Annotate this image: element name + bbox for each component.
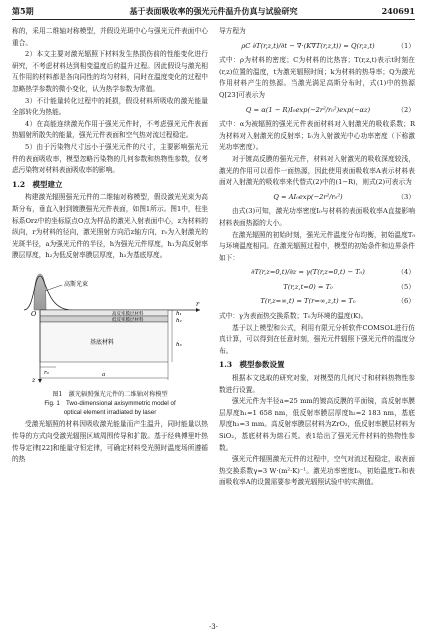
equation-body: Q = AI₀exp(−2r²/r₀²) [273, 192, 343, 201]
paragraph: 5）由于污染物尺寸远小于强光元件的尺寸，主要影响强光元件的表面吸收率，模型忽略污染物的几何参数和热物性参数，仅考虑污染物对材料表面吸收率的影响。 [12, 142, 208, 175]
equation-number: （2） [397, 105, 415, 114]
paragraph: 根据本文选取的研究对象，对模型的几何尺寸和材料热物性参数进行设置。 [219, 374, 415, 394]
paragraph: 式中：α为被辐照的强光元件表面材料对入射激光的吸收系数；R为材料对入射激光的反射率；I₀为入射激光中心功率密度（下称激光功率密度）。 [219, 120, 415, 152]
equation-5 [219, 282, 415, 294]
equation-body: T(r,z,t=0) = T₀ [283, 282, 333, 291]
paragraph: 称的，采用二维轴对称模型，并假设光斑中心与强光元件表面中心重合。 [12, 27, 208, 47]
equation-3 [219, 192, 415, 204]
equation-number: （1） [397, 41, 415, 50]
r-axis-label: r [196, 299, 200, 308]
paragraph: 在激光辐照的初始时刻，强光元件温度分布均衡，初始温度T₀与环境温度相同。在激光辐照过程中，模型的初始条件和边界条件如下： [219, 230, 415, 262]
paragraph: 4）在高能连续激光作用于强光元件时，不考虑强光元件表面热辐射所散失的能量，强光元件表面和空气热对流过程稳定。 [12, 119, 208, 140]
h1-label: h₁ [176, 310, 182, 317]
left-column [12, 26, 208, 466]
caption-en-line2: optical element irradiated by laser [63, 409, 157, 417]
paragraph: 构建激光辐照强光元件的二维轴对称模型，假设激光光束为高斯分布，垂直入射到镀膜强光元件表面，如图1所示。图1中，柱坐标系Orz中的坐标原点O点为样品的激光入射表面中心，z为材料的纵向，r为材料的径向，激光照射方向沿z轴方向，r₀为入射激光的光斑半径，a为强光元件的半径，h为强光元件厚度，h₁为高反射率膜层厚度，h₂为低反射率膜层厚度，h₃为基底厚度。 [12, 193, 208, 260]
equation-number: （5） [397, 282, 415, 291]
equation-1 [219, 41, 415, 53]
article-id: 240691 [381, 6, 415, 16]
page-number: ·3· [209, 623, 218, 631]
paragraph: 受激光辐照的材料因吸收激光能量而产生温升，同时能量以热传导的方式向受激光辐照区域周围传导和扩散。基于经典傅里叶热传导定律[22]和能量守恒定律，可确定材料受光照时温度场所遵循的热 [12, 420, 208, 464]
running-header [12, 6, 415, 20]
right-column [219, 26, 415, 489]
low-reflect-layer [40, 316, 168, 322]
substrate-label: 基底材料 [90, 338, 115, 346]
equation-6 [219, 296, 415, 308]
figure-caption [12, 390, 208, 417]
paragraph: 对于镀高反膜的强光元件，材料对入射激光的吸收深度较浅，激光的作用可以看作一面热源，因此使用表面吸收率A表示材料表面对入射激光的吸收率来代替式(2)中的(1−R)，则式(2)可表示为 [219, 154, 415, 187]
high-layer-label: 高反率膜层材料 [112, 311, 144, 317]
equation-number: （3） [397, 192, 415, 201]
low-layer-label: 低反率膜层材料 [112, 317, 144, 323]
issue-number: 第5期 [12, 6, 34, 16]
paragraph: 3）不计能量转化过程中的耗损，假设材料所吸收的激光能量全部转化为热能。 [12, 96, 208, 117]
equation-number: （4） [397, 268, 415, 277]
equation-body: ρC ∂T(r,z,t)/∂t − ∇·(K∇T(r,z,t)) = Q(r,z,t) [241, 41, 375, 50]
paragraph: 2）本文主要对激光辐照下材料发生热损伤前的性能变化进行研究，不考虑材料达到相变温度后的温升过程。因此假设与激光相互作用的材料都是各向同性的均匀材料，同时在温度变化的过程中忽略热学参数的微小变化，认为热学参数为常值。 [12, 50, 208, 93]
equation-number: （6） [397, 297, 415, 306]
h3-label: h₃ [176, 341, 182, 348]
paragraph: 导方程为 [219, 27, 246, 35]
running-title: 基于表面吸收率的强光元件温升仿真与试验研究 [129, 6, 298, 16]
r0-label: r₀ [44, 369, 49, 376]
origin-label: O [31, 309, 37, 318]
equation-2 [219, 105, 415, 117]
paragraph: 强光元件辐照激光元件的过程中，空气对流过程稳定，取表面热交换系数γ=3 W·(m²·K)⁻¹。激光功率密度I₀，初始温度T₀和表面吸收率A的设置需要参考激光辐照试验中的实测值。 [219, 455, 415, 487]
paragraph: 式中：γ为表面热交换系数；T₀为环境的温度(K)。 [219, 312, 368, 321]
h2-label: h₂ [176, 317, 182, 324]
figure-1 [12, 266, 208, 418]
equation-body: ∂T(r,z=0,t)/∂z = γ(T(r,z=0,t) − T₀) [251, 268, 365, 277]
paragraph: 基于以上模型和公式，利用有限元分析软件COMSOL进行仿真计算，可以得到在任意时刻，强光元件辐照下强光元件的温度分布。 [219, 323, 415, 355]
paragraph: 由式(3)可知，激光功率密度I₀与材料的表面吸收率A直接影响材料表面热源的大小。 [219, 207, 415, 227]
header-rule [12, 19, 415, 20]
equation-body: Q = α(1 − R)I₀exp(−2r²/r₀²)exp(−αz) [245, 105, 371, 114]
section-heading: 1.2 模型建立 [12, 179, 63, 189]
paragraph: 强光元件为半径a=25 mm的镀高反膜的平面镜，高反射率膜层厚度h₁=1 658 nm，低反射率膜层厚度h₂=2 183 nm，基底厚度h₃=3 mm。高反射率膜层材料为ZrO₂，低反射率膜层材料为SiO₂，基底材料为熔石英。表1给出了强光元件材料的热物性参数。 [219, 397, 415, 452]
z-axis-label: z [32, 375, 36, 384]
a-label: a [102, 371, 106, 378]
caption-en-line1: Fig. 1 Two-dimensional axisymmetric model of [44, 400, 176, 408]
caption-cn: 图1 激光辐照强光元件的二维轴对称模型 [52, 391, 168, 399]
high-reflect-layer [40, 310, 168, 316]
section-heading: 1.3 模型参数设置 [219, 360, 285, 370]
equation-4 [219, 267, 415, 279]
beam-label: 高斯光束 [64, 280, 89, 288]
equation-body: T(r,z=∞,t) = T(r=∞,z,t) = T₀ [260, 297, 356, 306]
paragraph: 式中：ρ为材料的密度；C为材料的比热容；T(r,z,t)表示t时刻在(r,z)位置的温度，t为激光辐照时间；k为材料的热导率；Q为激光作用材料产生的热源。当激光满足高斯分布时，式(1)中的热源Q[23]可表示为 [219, 56, 415, 99]
gaussian-beam-shape [34, 274, 46, 310]
axisymmetric-model-diagram [12, 266, 208, 386]
